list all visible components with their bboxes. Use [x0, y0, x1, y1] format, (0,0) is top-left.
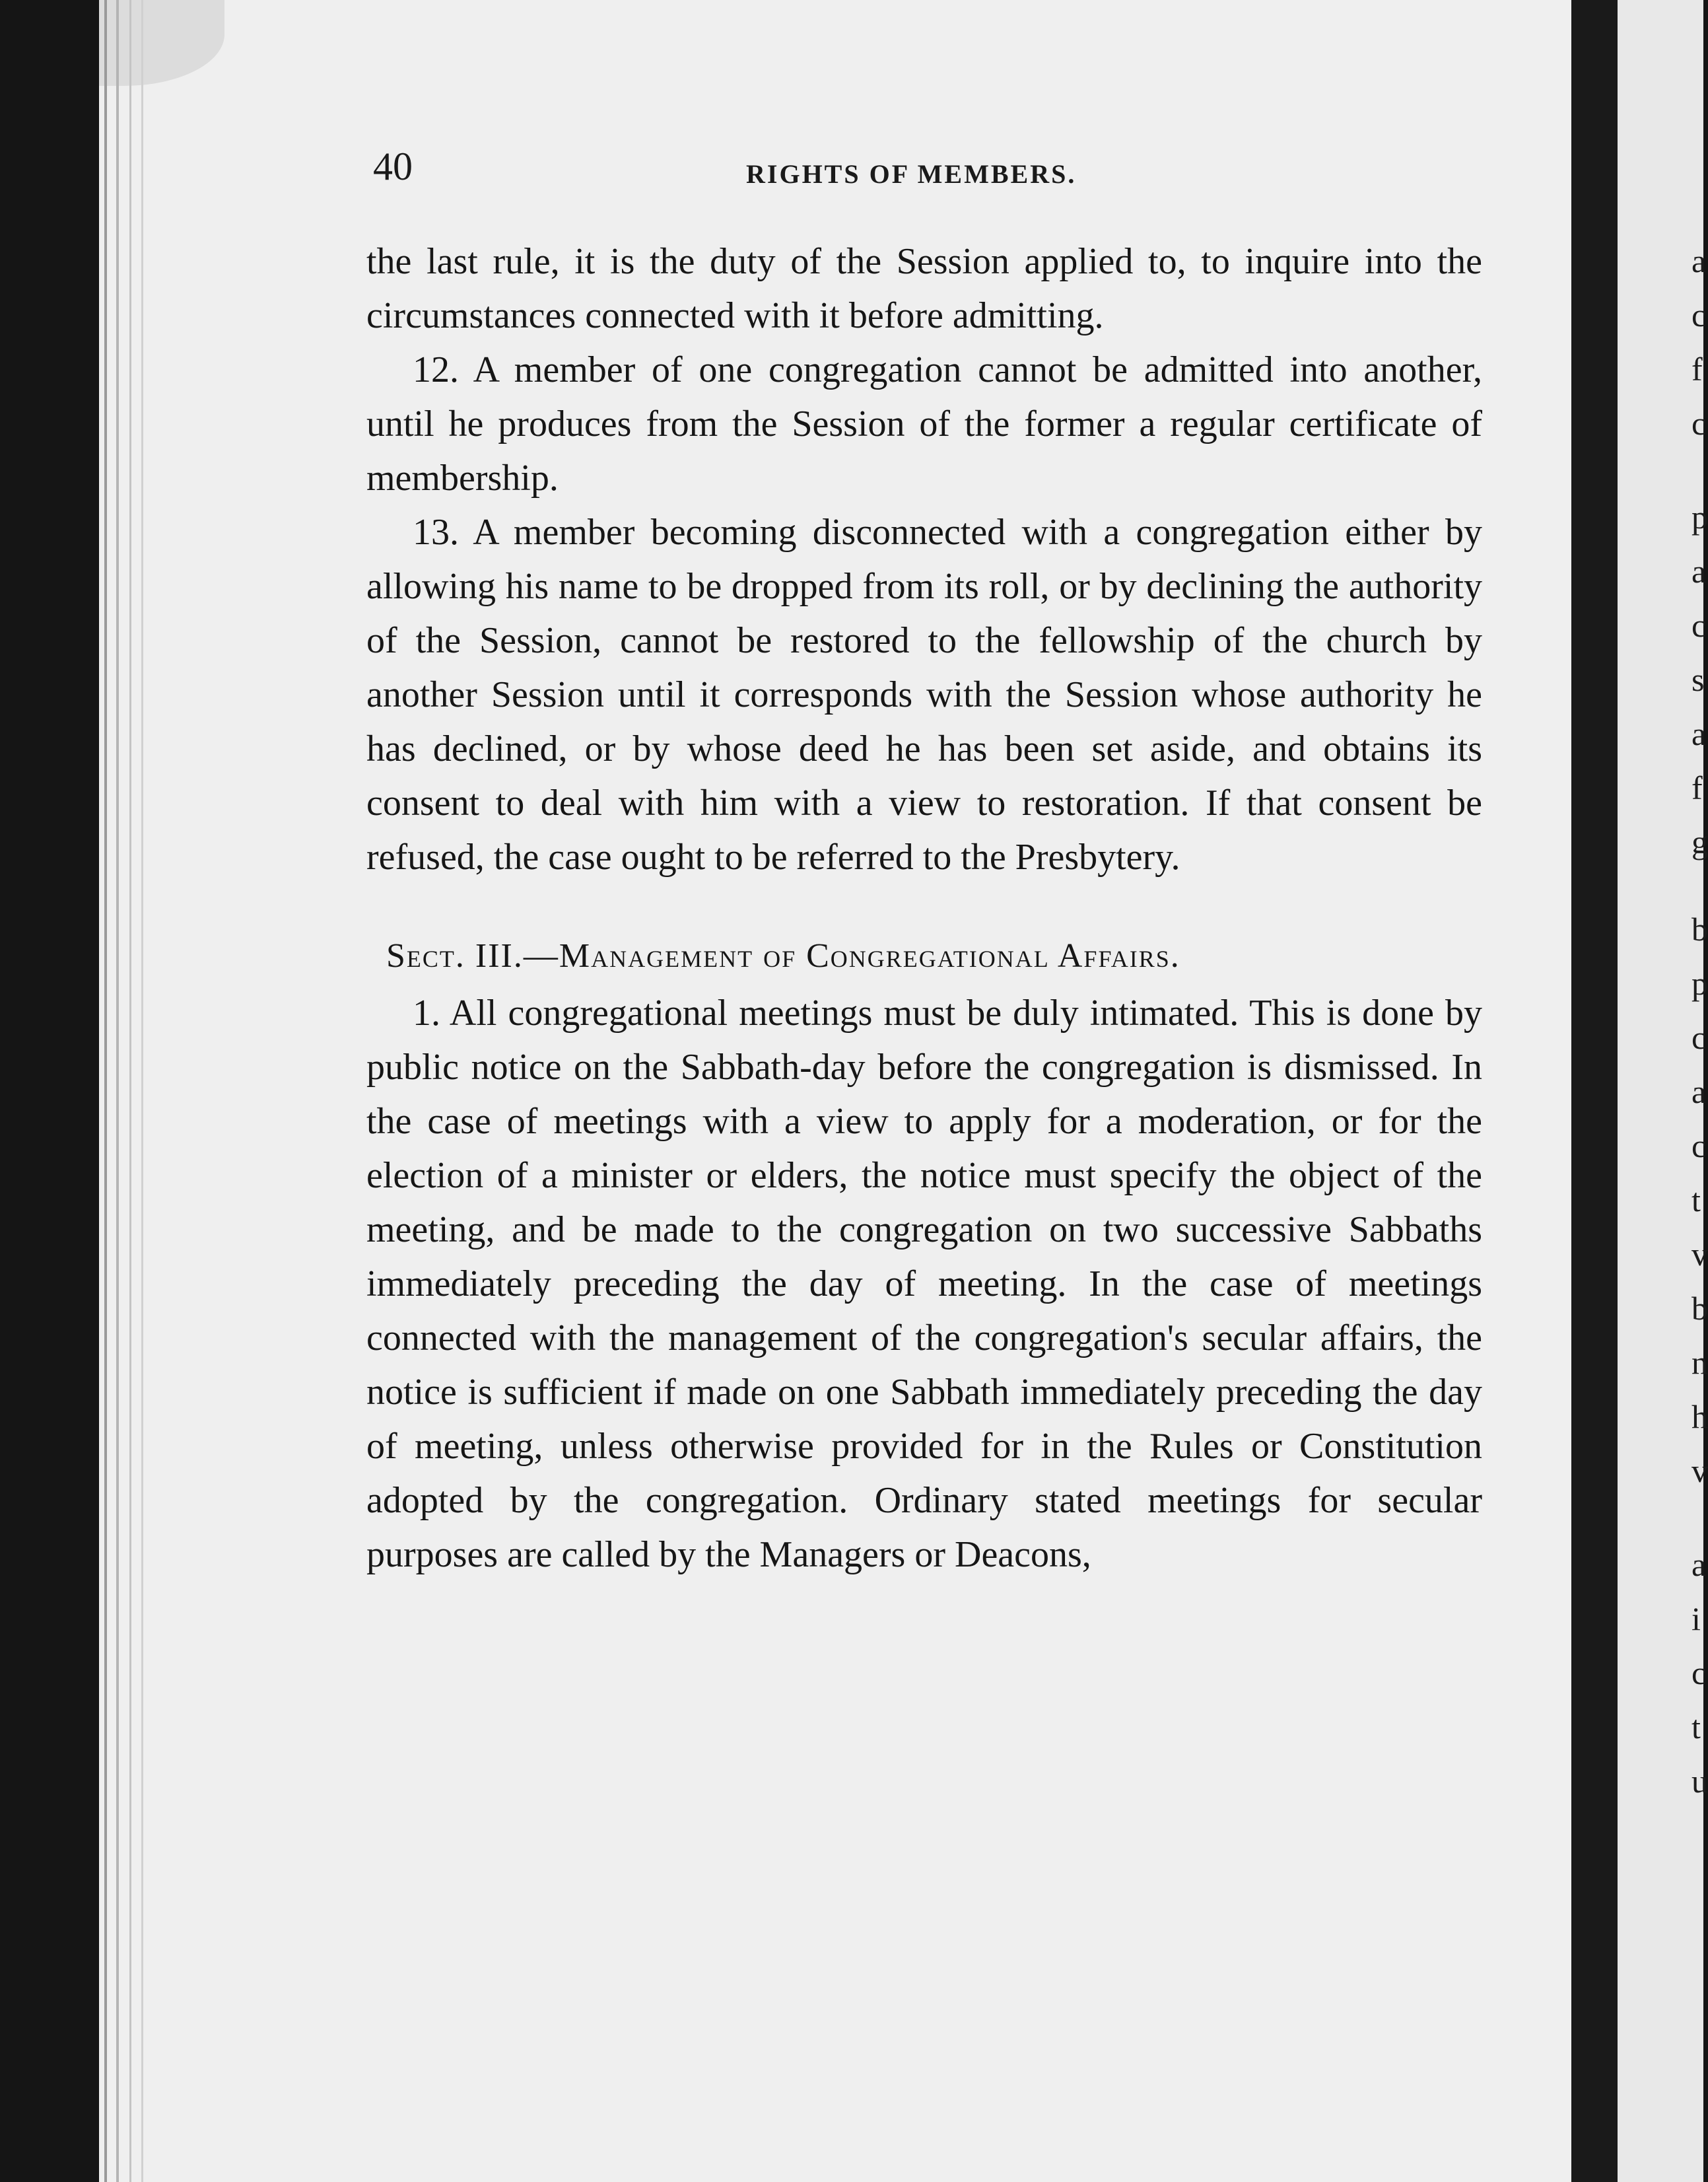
facing-page-letter: s — [1691, 661, 1705, 698]
facing-page-letter: a — [1691, 715, 1707, 752]
paragraph-section3-1: 1. All congregational meetings must be duly intimated. This is done by public notice on the Sabbath-day before the congregation is dismissed. In the case of meetings with a view to apply for a moderation, or for the election of a minister or elders, the notice must specify the object of the meeting, and be made to the congregation on two successive Sabbaths immediately preceding the day of meeting. In the case of meetings connected with the management of the congregation's secular affairs, the notice is sufficient if made on one Sabbath immediately preceding the day of meeting, unless otherwise provided for in the Rules or Constitution adopted by the congregation. Ordinary stated meetings for secular purposes are called by the Managers or Deacons, — [366, 993, 1482, 1575]
facing-page-letter: p — [1691, 499, 1708, 536]
page-edge-line — [129, 0, 131, 2182]
facing-page-letter: a — [1691, 1073, 1707, 1110]
facing-page-letter: n — [1691, 1344, 1708, 1381]
facing-page-letter: c — [1691, 297, 1707, 334]
facing-page-letter: t — [1691, 1181, 1701, 1218]
facing-page-letter: i — [1691, 1600, 1701, 1637]
facing-page-letter: v — [1691, 1236, 1708, 1273]
facing-page — [1618, 0, 1703, 2182]
facing-page-letter: b — [1691, 911, 1708, 948]
page-edge-line — [104, 0, 107, 2182]
facing-page-letter: c — [1691, 1019, 1707, 1056]
facing-page-letter: c — [1691, 1127, 1707, 1164]
page-edge-line — [116, 0, 119, 2182]
paragraph-continuation: the last rule, it is the duty of the Session applied to, to inquire into the circumstances connected with it before admitting. — [366, 241, 1482, 336]
section-heading: Sect. III.—Management of Congregational Affairs. — [386, 937, 1180, 975]
facing-page-letter: h — [1691, 1398, 1708, 1435]
facing-page-letter: u — [1691, 1763, 1708, 1800]
facing-page-letter: c — [1691, 607, 1707, 644]
facing-page-letter: a — [1691, 1546, 1707, 1583]
paragraph-13: 13. A member becoming disconnected with a congregation either by allowing his name to be dropped from its roll, or by declining the authority of the Session, cannot be restored to the fellowship of the church by another Session until it corresponds with the Session whose authority he has declined, or by whose deed he has been set aside, and obtains its consent to deal with him with a view to restoration. If that consent be refused, the case ought to be referred to the Presbytery. — [366, 512, 1482, 878]
facing-page-letter: p — [1691, 965, 1708, 1002]
facing-page-letter: a — [1691, 553, 1707, 590]
page-number: 40 — [373, 145, 413, 188]
facing-page-letter: v — [1691, 1452, 1708, 1489]
facing-page-letter: b — [1691, 1290, 1708, 1327]
facing-page-letter: a — [1691, 242, 1707, 279]
page-edge-line — [141, 0, 143, 2182]
facing-page-letter: f — [1691, 769, 1703, 806]
book-gutter — [1571, 0, 1618, 2182]
facing-page-letter: g — [1691, 824, 1708, 861]
running-title: RIGHTS OF MEMBERS. — [746, 159, 1077, 189]
facing-page-letter: f — [1691, 351, 1703, 388]
facing-page-letter: c — [1691, 1654, 1707, 1691]
paragraph-12: 12. A member of one congregation cannot be admitted into another, until he produces from the Session of the former a regular certificate of membership. — [366, 349, 1482, 499]
facing-page-letter: t — [1691, 1708, 1701, 1745]
facing-page-letter: c — [1691, 405, 1707, 442]
body-text — [366, 234, 1482, 1582]
